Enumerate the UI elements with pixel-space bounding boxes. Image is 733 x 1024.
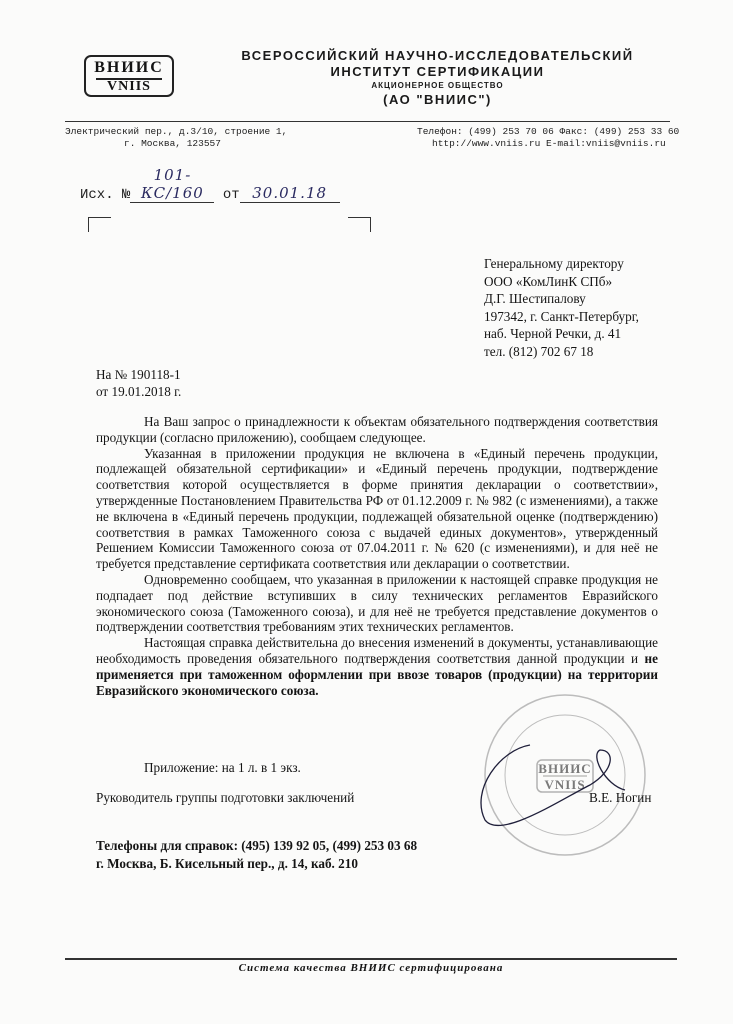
paragraph-1: На Ваш запрос о принадлежности к объектам обязательного подтверждения соответствия продукции (согласно приложению), сообщаем следующее.: [96, 414, 658, 445]
stamp-bottom-text: VNIIS: [544, 777, 586, 792]
web-email-line: http://www.vniis.ru E-mail:vniis@vniis.ru: [432, 138, 666, 149]
address-corner-right: [348, 217, 371, 232]
addressee-line: Генеральному директору: [484, 256, 624, 271]
addressee-line: тел. (812) 702 67 18: [484, 343, 594, 359]
date-label: от: [222, 187, 240, 203]
paragraph-4: [96, 635, 658, 698]
signer-position: Руководитель группы подготовки заключений: [96, 790, 355, 805]
logo-bottom-text: VNIIS: [96, 78, 162, 94]
phones-line: Телефон: (499) 253 70 06 Факс: (499) 253 33 60: [417, 126, 680, 137]
in-reply-date: от 19.01.2018 г.: [96, 384, 182, 399]
reference-contacts: [96, 837, 417, 872]
outgoing-reference: [80, 166, 340, 203]
organization-header: [185, 48, 690, 108]
footer-divider: [65, 958, 677, 960]
addressee-line: ООО «КомЛинК СПб»: [484, 273, 613, 289]
contacts-phones: Телефоны для справок: (495) 139 92 05, (499) 253 03 68: [96, 838, 418, 853]
out-number: 101-КС/160: [130, 166, 214, 203]
addressee-line: Д.Г. Шестипалову: [484, 291, 586, 306]
paragraph-3: Одновременно сообщаем, что указанная в приложении к настоящей справке продукция не подпадает под действие вступивших в силу технических регламентов Евразийского экономического союза (Таможенного союза), и для неё не требуется представление документов о подтверждении соответствия требованиям этих технических регламентов.: [96, 571, 658, 635]
addressee-block: [484, 255, 639, 360]
org-line-2: ИНСТИТУТ СЕРТИФИКАЦИИ: [330, 64, 545, 79]
attachment-note: Приложение: на 1 л. в 1 экз.: [144, 760, 301, 775]
paragraph-4-normal: Настоящая справка действительна до внесения изменений в документы, устанавливающие необходимость проведения обязательного подтверждения соответствия данной продукции и: [96, 635, 658, 666]
address-line-2: г. Москва, 123557: [124, 138, 221, 149]
logo-top-text: ВНИИС: [94, 59, 164, 76]
paragraph-4-bold: не применяется при таможенном оформлении при ввозе товаров (продукции) на территории Евразийского экономического союза.: [96, 650, 658, 698]
address-corner-left: [88, 217, 111, 232]
footer-quality-note: Система качества ВНИИС сертифицирована: [238, 962, 504, 974]
out-label: Исх. №: [80, 187, 131, 203]
header-divider: [65, 121, 670, 122]
letter-body: [96, 414, 658, 698]
contacts-address: г. Москва, Б. Кисельный пер., д. 14, каб. 210: [96, 855, 358, 871]
out-date: 30.01.18: [240, 184, 340, 203]
addressee-line: 197342, г. Санкт-Петербург,: [484, 308, 639, 324]
in-reply-block: [96, 366, 181, 400]
vniis-logo: [84, 55, 174, 97]
paragraph-2: Указанная в приложении продукция не включена в «Единый перечень продукции, подлежащей обязательной сертификации» и «Единый перечень продукции, подтверждение соответствия которой осуществляется в форме принятия декларации о соответствии», утвержденные Постановлением Правительства РФ от 01.12.2009 г. № 982 (с изменениями), а также не включена в «Единый перечень продукции, подлежащей обязательной оценке (подтверждению) соответствия в рамках Таможенного союза с выдачей единых документов», утвержденный Решением Комиссии Таможенного союза от 07.04.2011 г. № 620 (с изменениями), и для неё не требуется представление сертификата соответствия или декларации о соответствии.: [96, 445, 658, 572]
address-line-1: Электрический пер., д.3/10, строение 1,: [65, 126, 288, 137]
org-line-1: ВСЕРОССИЙСКИЙ НАУЧНО-ИССЛЕДОВАТЕЛЬСКИЙ: [241, 48, 634, 63]
stamp-top-text: ВНИИС: [538, 761, 592, 776]
signer-name: В.Е. Ногин: [589, 790, 652, 805]
in-reply-number: На № 190118-1: [96, 367, 181, 382]
addressee-line: наб. Черной Речки, д. 41: [484, 326, 622, 341]
stamp-and-signature: [440, 690, 680, 860]
org-line-3: АКЦИОНЕРНОЕ ОБЩЕСТВО: [371, 81, 504, 90]
org-line-4: (АО "ВНИИС"): [383, 92, 492, 107]
